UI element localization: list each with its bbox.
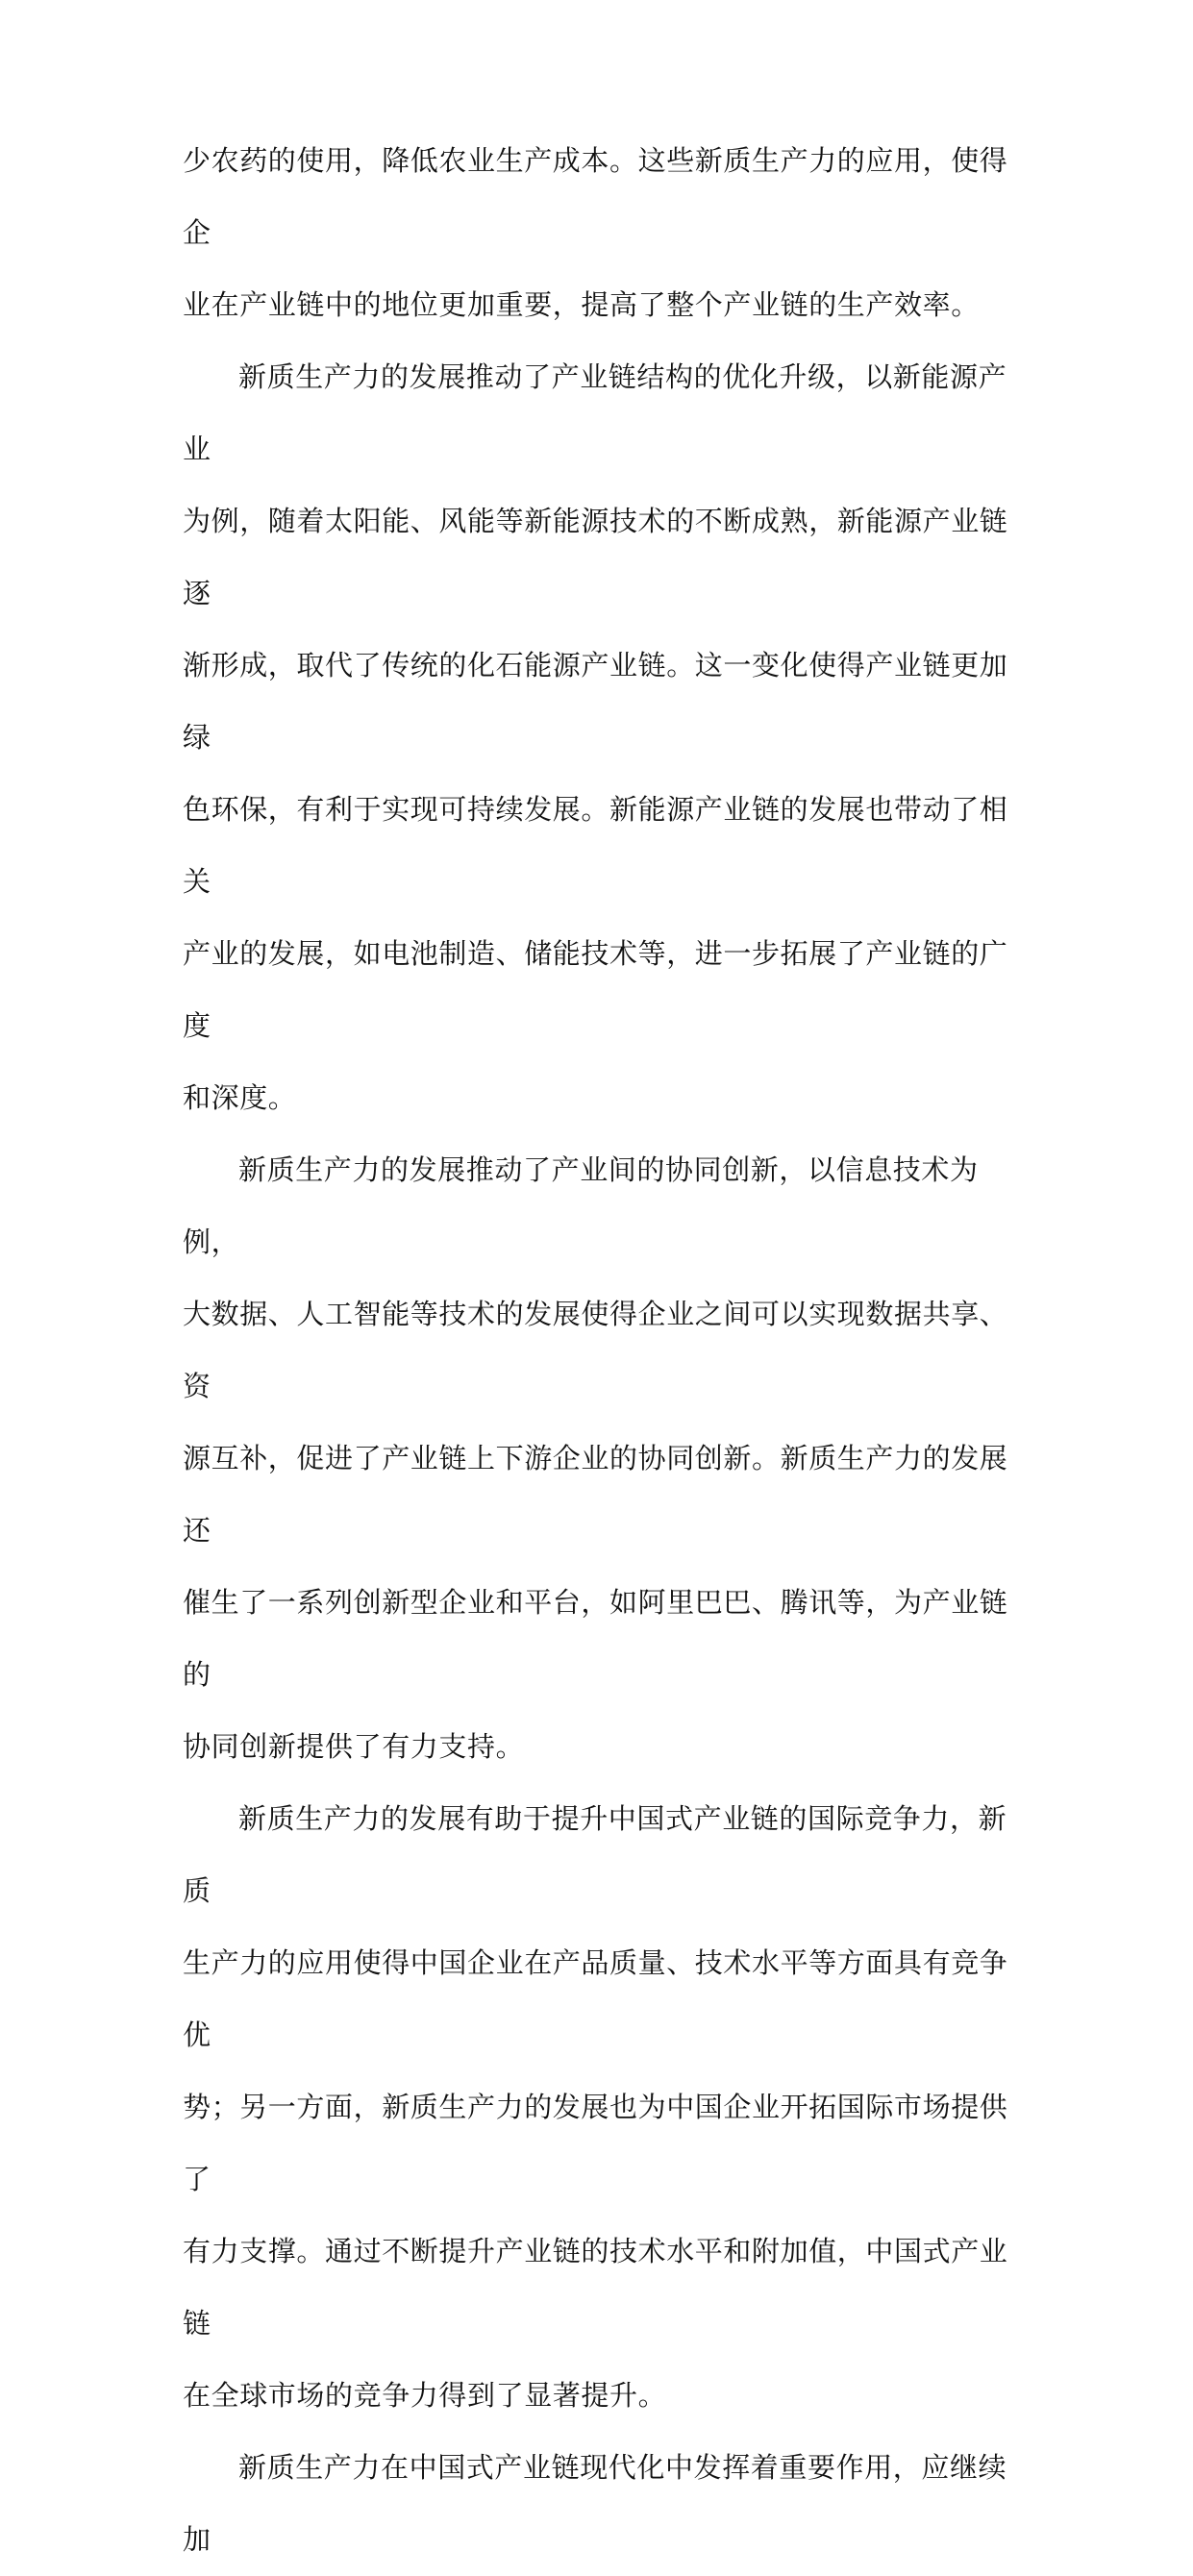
text-line: 在全球市场的竞争力得到了显著提升。 bbox=[183, 2379, 667, 2412]
text-line: 和深度。 bbox=[183, 1081, 297, 1114]
text-line: 生产力的应用使得中国企业在产品质量、技术水平等方面具有竞争优 bbox=[183, 1946, 1008, 2051]
text-line: 新质生产力在中国式产业链现代化中发挥着重要作用，应继续加 bbox=[183, 2451, 1007, 2556]
paragraph-2 bbox=[183, 341, 1029, 1134]
paragraph-1 bbox=[183, 125, 1029, 341]
text-line: 新质生产力的发展有助于提升中国式产业链的国际竞争力，新质 bbox=[183, 1802, 1007, 1907]
text-line: 新质生产力的发展推动了产业链结构的优化升级，以新能源产业 bbox=[183, 360, 1007, 465]
body-text bbox=[183, 125, 1029, 2576]
paragraph-5 bbox=[183, 2432, 1029, 2576]
text-line: 产业的发展，如电池制造、储能技术等，进一步拓展了产业链的广度 bbox=[183, 937, 1008, 1042]
text-line: 渐形成，取代了传统的化石能源产业链。这一变化使得产业链更加绿 bbox=[183, 649, 1008, 754]
paragraph-4 bbox=[183, 1783, 1029, 2432]
text-line: 大数据、人工智能等技术的发展使得企业之间可以实现数据共享、资 bbox=[183, 1298, 1008, 1402]
text-line: 色环保，有利于实现可持续发展。新能源产业链的发展也带动了相关 bbox=[183, 793, 1008, 898]
text-line: 新质生产力的发展推动了产业间的协同创新，以信息技术为例， bbox=[183, 1153, 979, 1258]
text-line: 业在产业链中的地位更加重要，提高了整个产业链的生产效率。 bbox=[183, 288, 980, 321]
text-line: 协同创新提供了有力支持。 bbox=[183, 1730, 525, 1763]
text-line: 为例，随着太阳能、风能等新能源技术的不断成熟，新能源产业链逐 bbox=[183, 505, 1008, 609]
text-line: 少农药的使用，降低农业生产成本。这些新质生产力的应用，使得企 bbox=[183, 144, 1008, 249]
text-line: 催生了一系列创新型企业和平台，如阿里巴巴、腾讯等，为产业链的 bbox=[183, 1586, 1008, 1691]
text-line: 源互补，促进了产业链上下游企业的协同创新。新质生产力的发展还 bbox=[183, 1442, 1008, 1547]
text-line: 有力支撑。通过不断提升产业链的技术水平和附加值，中国式产业链 bbox=[183, 2235, 1008, 2340]
text-line: 势；另一方面，新质生产力的发展也为中国企业开拓国际市场提供了 bbox=[183, 2091, 1008, 2195]
